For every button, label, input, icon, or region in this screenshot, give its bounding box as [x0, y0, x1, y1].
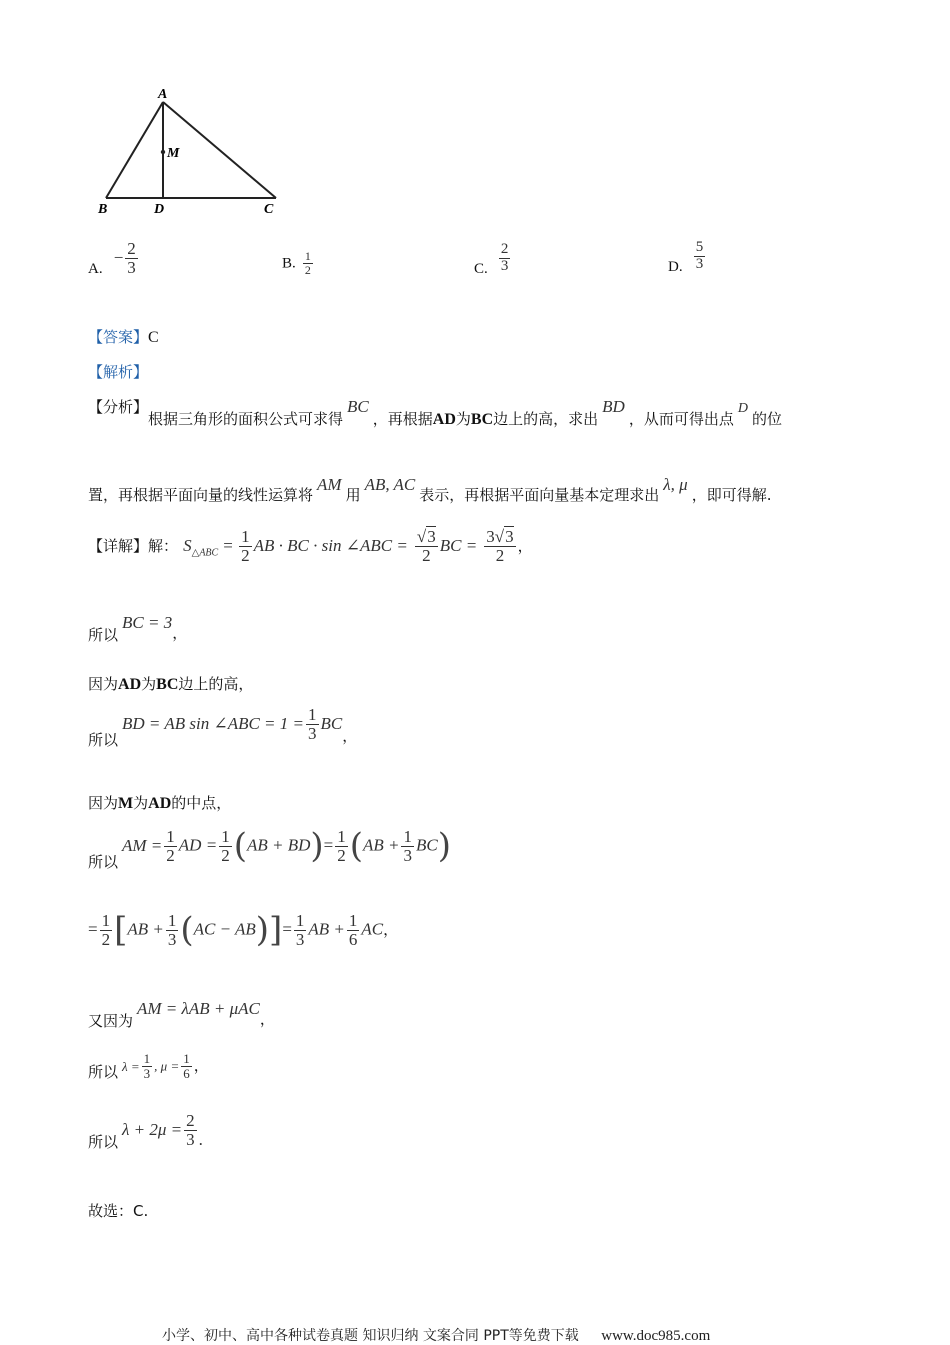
- label-m: M: [167, 146, 180, 161]
- fenxi-line-2: [88, 474, 772, 504]
- altitude-yinwei: 因为: [88, 675, 119, 693]
- fenxi-math-bc2: BC: [470, 411, 494, 428]
- lambda-mu-comma: ，: [193, 1056, 209, 1075]
- point-m: [161, 150, 165, 154]
- bd-bc: BC: [320, 713, 343, 733]
- fenxi-text-5: ，从而可得出点: [628, 410, 734, 428]
- option-a[interactable]: [88, 240, 140, 277]
- am-ad: AD =: [178, 835, 218, 855]
- option-c-label: C.: [474, 260, 488, 277]
- altitude-wei: 为: [141, 675, 157, 693]
- fenxi-math-bc: BC: [347, 397, 369, 416]
- final-line: [88, 1112, 203, 1149]
- altitude-rest: 边上的高，: [178, 675, 254, 693]
- bd-line: [88, 705, 358, 749]
- midpoint-m: M: [118, 795, 134, 812]
- mu-eq: , μ =: [154, 1058, 180, 1074]
- fenxi-text-8: 用: [345, 486, 361, 504]
- area-sqrt3-over-2: $\frac{√3}{2}$: [416, 527, 436, 565]
- am-line-2: = $\frac{1}{2}$ [AB + $\frac{1}{3}$ (AC − AB)]= $\frac{1}{3}$ AB + $\frac{1}{6}$ AC，: [88, 910, 399, 950]
- option-b[interactable]: [282, 250, 315, 276]
- area-eq: =: [223, 535, 238, 555]
- option-a-label: A.: [88, 260, 103, 277]
- fenxi-text-7: 置，再根据平面向量的线性运算将: [88, 486, 314, 504]
- footer-text: 小学、初中、高中各种试卷真题 知识归纳 文案合同 PPT等免费下载: [162, 1328, 579, 1344]
- am-lhs: AM =: [122, 835, 163, 855]
- option-b-fraction: $\frac{1}{2}$: [304, 249, 311, 277]
- am-line-1: 所以AM = $\frac{1}{2}$ AD = $\frac{1}{2}$ (AB + BD)= $\frac{1}{2}$ (AB + $\frac{1}{3}$ BC): [88, 826, 451, 871]
- fenxi-text-3: 为: [455, 410, 471, 428]
- altitude-ad: AD: [118, 676, 142, 693]
- am-half-3: $\frac{1}{2}$: [337, 826, 346, 865]
- lambda-eq: λ =: [122, 1058, 140, 1074]
- area-symbol: $S_{\triangle ABC}$: [183, 535, 219, 559]
- line2-half: $\frac{1}{2}$: [101, 910, 111, 949]
- detail-line-area: [88, 528, 533, 565]
- line2-eq: =: [88, 919, 98, 939]
- option-a-fraction: $\frac{2}{3}$: [127, 239, 136, 277]
- fenxi-text-1: 根据三角形的面积公式可求得: [148, 410, 344, 428]
- final-val: $\frac{2}{3}$: [186, 1111, 195, 1149]
- am-half-1: $\frac{1}{2}$: [166, 826, 175, 865]
- fenxi-math-am: AM: [317, 475, 342, 494]
- label-a: A: [158, 87, 168, 102]
- bc-comma: ，: [172, 624, 188, 642]
- area-bc: BC =: [439, 535, 478, 555]
- footer-url[interactable]: www.doc985.com: [601, 1328, 711, 1344]
- lambda-mu-line: [88, 1052, 209, 1080]
- fenxi-line-1: [88, 396, 782, 428]
- bc-suoyi: 所以: [88, 626, 119, 644]
- label-b: B: [98, 202, 108, 217]
- line2-eq2: =: [282, 919, 292, 939]
- fenxi-math-ab-ac: AB, AC: [364, 475, 416, 494]
- fenxi-tag: 【分析】: [88, 398, 149, 416]
- midpoint-yinwei: 因为: [88, 794, 119, 812]
- line2-ab2: AB +: [308, 919, 345, 939]
- fenxi-text-10: ，即可得解.: [691, 486, 772, 504]
- fenxi-text-9: 表示，再根据平面向量基本定理求出: [419, 486, 660, 504]
- area-comma: ，: [517, 536, 533, 555]
- option-d-label: D.: [668, 258, 683, 275]
- line2-sixth: $\frac{1}{6}$: [348, 910, 358, 949]
- triangle-figure: [90, 82, 290, 217]
- altitude-bc: BC: [156, 676, 179, 693]
- area-half: $\frac{1}{2}$: [241, 527, 250, 565]
- final-suoyi: 所以: [88, 1132, 119, 1151]
- fenxi-math-lambda-mu: λ, μ: [663, 475, 688, 494]
- fenxi-text-2: ，再根据: [372, 410, 433, 428]
- option-a-sign: −: [113, 247, 124, 267]
- bc-eq: BC = 3: [122, 613, 173, 632]
- am-sum-2b: BC: [415, 835, 438, 855]
- am-sum-1: AB + BD: [246, 835, 311, 855]
- fenxi-math-ad: AD: [432, 411, 456, 428]
- final-period: .: [198, 1129, 203, 1149]
- option-d-fraction: $\frac{5}{3}$: [695, 239, 704, 272]
- final-eq: λ + 2μ =: [122, 1119, 183, 1139]
- am-half-2: $\frac{1}{2}$: [221, 826, 230, 865]
- midpoint-ad: AD: [148, 795, 172, 812]
- answer-value: C: [148, 329, 159, 346]
- am-eq2: =: [323, 835, 334, 855]
- option-b-label: B.: [282, 255, 296, 272]
- bd-eq: BD = AB sin ∠ABC = 1 =: [122, 713, 304, 733]
- midpoint-line: [88, 792, 231, 813]
- midpoint-rest: 的中点，: [171, 794, 232, 812]
- side-ac: [163, 102, 276, 198]
- line2-diff: AC − AB: [193, 919, 256, 939]
- area-expr: AB · BC · sin ∠ABC =: [253, 535, 408, 555]
- line2-third: $\frac{1}{3}$: [167, 910, 177, 949]
- fenxi-math-bd: BD: [602, 397, 625, 416]
- line2-comma: ，: [383, 920, 399, 939]
- bd-third: $\frac{1}{3}$: [308, 705, 317, 743]
- am-suoyi: 所以: [88, 852, 119, 871]
- option-c[interactable]: [474, 242, 512, 275]
- fenxi-text-6: 的位: [751, 410, 782, 428]
- answer-line: [88, 326, 159, 347]
- am-sum-2a: AB +: [362, 835, 400, 855]
- detail-tag: 【详解】: [88, 536, 149, 555]
- lambda-val: $\frac{1}{3}$: [143, 1051, 151, 1081]
- bd-comma: ，: [342, 726, 358, 745]
- analysis-tag: 【解析】: [88, 363, 149, 381]
- line2-ab: AB +: [127, 919, 164, 939]
- line2-ac: AC: [361, 919, 384, 939]
- mu-val: $\frac{1}{6}$: [183, 1051, 190, 1081]
- label-d: D: [154, 202, 165, 217]
- answer-tag: 【答案】: [88, 328, 149, 346]
- conclusion: 故选：C.: [88, 1202, 149, 1220]
- bc-line: [88, 612, 188, 644]
- altitude-line: [88, 673, 253, 694]
- label-c: C: [264, 202, 274, 217]
- area-result: $\frac{3√3}{2}$: [486, 527, 514, 565]
- fenxi-math-d: D: [737, 401, 748, 416]
- option-d[interactable]: [668, 240, 707, 273]
- midpoint-wei: 为: [133, 794, 149, 812]
- side-ab: [106, 102, 163, 198]
- lm-line: [88, 998, 275, 1030]
- lambda-suoyi: 所以: [88, 1062, 119, 1081]
- footer: [162, 1325, 710, 1345]
- lm-comma: ，: [259, 1010, 275, 1028]
- fenxi-text-4: 边上的高，求出: [493, 410, 599, 428]
- lm-youyinwei: 又因为: [88, 1012, 134, 1030]
- am-third: $\frac{1}{3}$: [403, 826, 412, 865]
- option-c-fraction: $\frac{2}{3}$: [500, 241, 509, 274]
- lm-eq: AM = λAB + μAC: [137, 999, 260, 1018]
- bd-suoyi: 所以: [88, 730, 119, 749]
- line2-third-2: $\frac{1}{3}$: [295, 910, 305, 949]
- detail-intro: 解：: [148, 536, 179, 555]
